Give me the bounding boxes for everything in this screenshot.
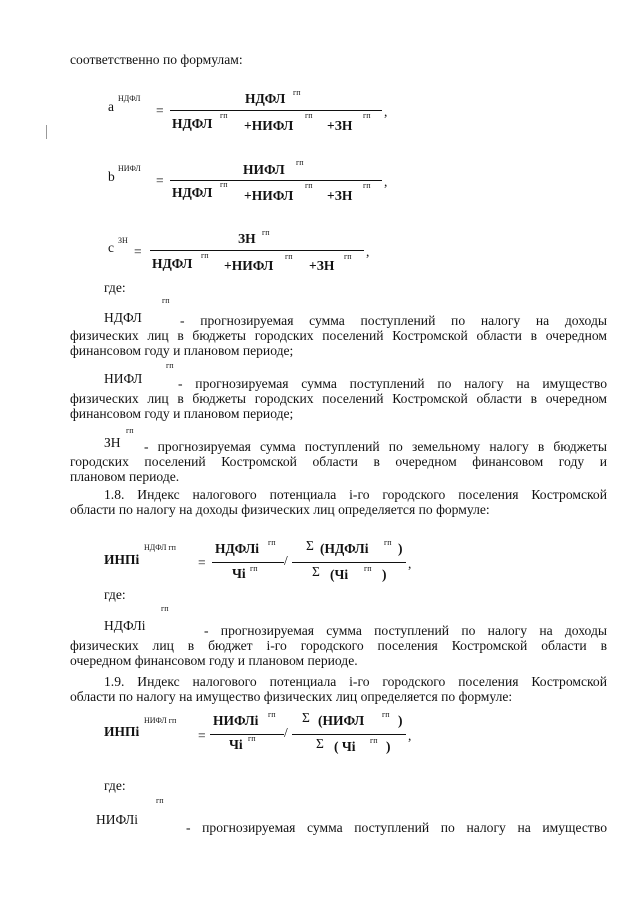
equals-sign: = bbox=[134, 244, 142, 259]
denominator-sup: гп bbox=[250, 564, 258, 573]
numerator-sup: гп bbox=[268, 710, 276, 719]
formula-lhs: ИНПi bbox=[104, 724, 140, 739]
numerator-sup: гп bbox=[268, 538, 276, 547]
paragraph-1-8-line: области по налогу на доходы физических лиц определяется по формуле: bbox=[70, 502, 490, 517]
paragraph-1-8-line: 1.8. Индекс налогового потенциала i-го городского поселения Костромской bbox=[104, 487, 607, 502]
formula-var: c bbox=[108, 240, 114, 255]
denominator-sup: гп bbox=[305, 111, 313, 120]
where-label: где: bbox=[104, 778, 126, 793]
numerator-sup: гп bbox=[296, 158, 304, 167]
numerator: НИФЛ bbox=[243, 162, 285, 177]
sigma-symbol: Σ bbox=[302, 710, 310, 725]
formula-tail: , bbox=[384, 104, 388, 119]
denominator-sup: гп bbox=[305, 181, 313, 190]
equals-sign: = bbox=[198, 728, 206, 743]
fraction-line bbox=[210, 734, 284, 735]
formula-tail: , bbox=[408, 728, 412, 743]
definition-term: НИФЛi bbox=[96, 812, 139, 827]
formula-lhs: ИНПi bbox=[104, 552, 140, 567]
denominator-term: +НИФЛ bbox=[224, 258, 274, 273]
equals-sign: = bbox=[156, 103, 164, 118]
fraction-line bbox=[170, 180, 382, 181]
denominator-term: +ЗН bbox=[327, 188, 353, 203]
formula-lhs-sup: НДФЛ гп bbox=[144, 543, 176, 552]
margin-mark bbox=[46, 125, 47, 139]
formula-lhs-sup: НИФЛ гп bbox=[144, 716, 177, 725]
denominator-sup: гп bbox=[344, 252, 352, 261]
sigma-numerator-sup: гп bbox=[384, 538, 392, 547]
denominator-term: +ЗН bbox=[327, 118, 353, 133]
denominator-term: +НИФЛ bbox=[244, 188, 294, 203]
denominator-sup: гп bbox=[201, 251, 209, 260]
definition-line: финансовом году и плановом периоде; bbox=[70, 406, 294, 421]
denominator-term: НДФЛ bbox=[172, 116, 213, 131]
sigma-denominator-body: ( Чi bbox=[334, 739, 356, 754]
definition-line: физических лиц в бюджет i-го городского поселения Костромской области в bbox=[70, 638, 607, 653]
denominator-sup: гп bbox=[220, 180, 228, 189]
denominator: Чi bbox=[229, 737, 243, 752]
numerator: ЗН bbox=[238, 231, 256, 246]
definition-term-sup: гп bbox=[166, 361, 174, 370]
equals-sign: = bbox=[198, 555, 206, 570]
denominator-sup: гп bbox=[363, 181, 371, 190]
definition-term-sup: гп bbox=[126, 426, 134, 435]
sigma-symbol: Σ bbox=[306, 538, 314, 553]
fraction-line bbox=[292, 734, 406, 735]
denominator-term: НДФЛ bbox=[152, 256, 193, 271]
paragraph-1-9-line: области по налогу на имущество физических лиц определяется по формуле: bbox=[70, 689, 513, 704]
definition-term: НИФЛ bbox=[104, 371, 143, 386]
equals-sign: = bbox=[156, 173, 164, 188]
definition-line: - прогнозируемая сумма поступлений по налогу на имущество bbox=[186, 820, 607, 835]
intro-text: соответственно по формулам: bbox=[70, 52, 243, 67]
paragraph-1-9-line: 1.9. Индекс налогового потенциала i-го городского поселения Костромской bbox=[104, 674, 607, 689]
sigma-numerator-close: ) bbox=[398, 541, 403, 556]
sigma-denominator-sup: гп bbox=[370, 736, 378, 745]
formula-tail: , bbox=[408, 556, 412, 571]
formula-tail: , bbox=[384, 174, 388, 189]
definition-line: физических лиц в бюджеты городских поселений Костромской области в очередном bbox=[70, 391, 607, 406]
definition-line: - прогнозируемая сумма поступлений по налогу на имущество bbox=[178, 376, 607, 391]
formula-var-sup: ЗН bbox=[118, 236, 128, 245]
formula-var-sup: НДФЛ bbox=[118, 94, 141, 103]
where-label: где: bbox=[104, 280, 126, 295]
numerator-sup: гп bbox=[262, 228, 270, 237]
definition-term-sup: гп bbox=[161, 604, 169, 613]
definition-line: плановом периоде. bbox=[70, 469, 180, 484]
fraction-line bbox=[212, 562, 284, 563]
divide-slash: / bbox=[284, 725, 288, 740]
formula-var: b bbox=[108, 169, 115, 184]
definition-line: - прогнозируемая сумма поступлений по налогу на доходы bbox=[204, 623, 607, 638]
sigma-numerator-close: ) bbox=[398, 713, 403, 728]
denominator-sup: гп bbox=[285, 252, 293, 261]
sigma-numerator-body: (НДФЛi bbox=[320, 541, 369, 556]
definition-term: НДФЛi bbox=[104, 618, 146, 633]
denominator: Чi bbox=[232, 566, 246, 581]
definition-line: - прогнозируемая сумма поступлений по налогу на доходы bbox=[180, 313, 607, 328]
sigma-denominator-sup: гп bbox=[364, 564, 372, 573]
definition-term-sup: гп bbox=[156, 796, 164, 805]
definition-line: очередном финансовом году и плановом периоде. bbox=[70, 653, 358, 668]
where-label: где: bbox=[104, 587, 126, 602]
sigma-numerator-body: (НИФЛ bbox=[318, 713, 365, 728]
definition-term-sup: гп bbox=[162, 296, 170, 305]
formula-var-sup: НИФЛ bbox=[118, 164, 141, 173]
denominator-term: +НИФЛ bbox=[244, 118, 294, 133]
fraction-line bbox=[150, 250, 364, 251]
numerator: НДФЛi bbox=[215, 541, 260, 556]
definition-line: городских поселений Костромской области в очередном финансовом году и bbox=[70, 454, 607, 469]
denominator-sup: гп bbox=[248, 734, 256, 743]
fraction-line bbox=[170, 110, 382, 111]
sigma-denominator-body: (Чi bbox=[330, 567, 349, 582]
formula-var: a bbox=[108, 99, 114, 114]
sigma-denominator-close: ) bbox=[386, 739, 391, 754]
denominator-term: НДФЛ bbox=[172, 185, 213, 200]
sigma-denominator-close: ) bbox=[382, 567, 387, 582]
numerator: НИФЛi bbox=[213, 713, 259, 728]
divide-slash: / bbox=[284, 553, 288, 568]
sigma-symbol: Σ bbox=[312, 564, 320, 579]
denominator-sup: гп bbox=[220, 111, 228, 120]
denominator-term: +ЗН bbox=[309, 258, 335, 273]
definition-line: - прогнозируемая сумма поступлений по земельному налогу в бюджеты bbox=[144, 439, 607, 454]
numerator-sup: гп bbox=[293, 88, 301, 97]
definition-line: финансовом году и плановом периоде; bbox=[70, 343, 294, 358]
definition-line: физических лиц в бюджеты городских поселений Костромской области в очередном bbox=[70, 328, 607, 343]
fraction-line bbox=[292, 562, 406, 563]
sigma-numerator-sup: гп bbox=[382, 710, 390, 719]
definition-term: ЗН bbox=[104, 435, 121, 450]
definition-term: НДФЛ bbox=[104, 310, 142, 325]
numerator: НДФЛ bbox=[245, 91, 286, 106]
denominator-sup: гп bbox=[363, 111, 371, 120]
formula-tail: , bbox=[366, 244, 370, 259]
sigma-symbol: Σ bbox=[316, 736, 324, 751]
